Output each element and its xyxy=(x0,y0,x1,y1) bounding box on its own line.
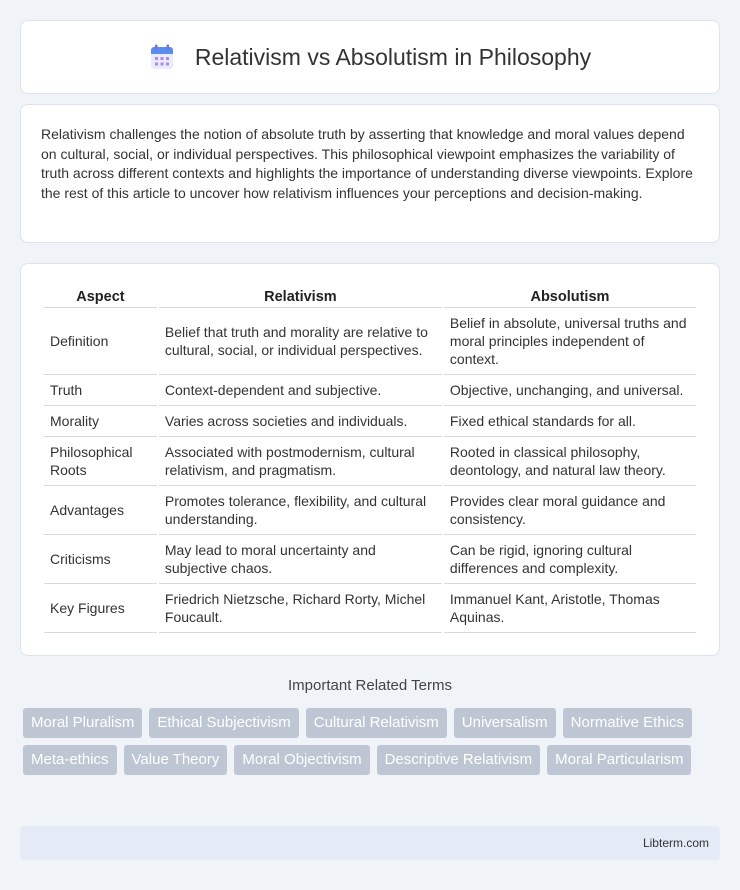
column-header-absolutism: Absolutism xyxy=(444,284,696,308)
tag-ethical-subjectivism[interactable]: Ethical Subjectivism xyxy=(149,708,298,738)
table-cell: Fixed ethical standards for all. xyxy=(444,406,696,437)
table-cell: Belief in absolute, universal truths and moral principles independent of context. xyxy=(444,308,696,375)
table-cell: May lead to moral uncertainty and subjective chaos. xyxy=(159,535,442,584)
table-row xyxy=(44,308,696,375)
footer xyxy=(20,826,720,860)
table-cell: Truth xyxy=(44,375,157,406)
related-terms-list xyxy=(23,708,723,782)
calendar-icon xyxy=(149,44,175,70)
comparison-card xyxy=(20,263,720,656)
intro-paragraph: Relativism challenges the notion of absolute truth by asserting that knowledge and moral values depend on cultural, social, or individual perspectives. This philosophical viewpoint emphasizes the variability of truth across different contexts and highlights the importance of understanding diverse viewpoints. Explore the rest of this article to uncover how relativism influences your perceptions and decision-making. xyxy=(41,126,693,201)
table-cell: Criticisms xyxy=(44,535,157,584)
related-terms-heading: Important Related Terms xyxy=(288,677,452,694)
table-header-row xyxy=(44,284,696,308)
table-cell: Definition xyxy=(44,308,157,375)
tag-normative-ethics[interactable]: Normative Ethics xyxy=(563,708,692,738)
intro-card xyxy=(20,104,720,243)
table-row xyxy=(44,584,696,633)
table-cell: Philosophical Roots xyxy=(44,437,157,486)
tag-moral-pluralism[interactable]: Moral Pluralism xyxy=(23,708,142,738)
table-row xyxy=(44,437,696,486)
table-row xyxy=(44,486,696,535)
tag-moral-particularism[interactable]: Moral Particularism xyxy=(547,745,691,775)
tag-descriptive-relativism[interactable]: Descriptive Relativism xyxy=(377,745,541,775)
table-cell: Belief that truth and morality are relative to cultural, social, or individual perspectives. xyxy=(159,308,442,375)
table-row xyxy=(44,535,696,584)
table-cell: Immanuel Kant, Aristotle, Thomas Aquinas. xyxy=(444,584,696,633)
table-cell: Context-dependent and subjective. xyxy=(159,375,442,406)
table-cell: Promotes tolerance, flexibility, and cultural understanding. xyxy=(159,486,442,535)
table-cell: Friedrich Nietzsche, Richard Rorty, Michel Foucault. xyxy=(159,584,442,633)
table-cell: Can be rigid, ignoring cultural differences and complexity. xyxy=(444,535,696,584)
table-cell: Rooted in classical philosophy, deontology, and natural law theory. xyxy=(444,437,696,486)
title-card xyxy=(20,20,720,94)
tag-value-theory[interactable]: Value Theory xyxy=(124,745,228,775)
tag-universalism[interactable]: Universalism xyxy=(454,708,556,738)
column-header-aspect: Aspect xyxy=(44,284,157,308)
footer-site-link[interactable]: Libterm.com xyxy=(642,836,709,850)
page-title: Relativism vs Absolutism in Philosophy xyxy=(194,43,592,70)
table-row xyxy=(44,375,696,406)
table-cell: Associated with postmodernism, cultural relativism, and pragmatism. xyxy=(159,437,442,486)
table-cell: Morality xyxy=(44,406,157,437)
tag-cultural-relativism[interactable]: Cultural Relativism xyxy=(306,708,447,738)
table-cell: Advantages xyxy=(44,486,157,535)
table-cell: Objective, unchanging, and universal. xyxy=(444,375,696,406)
table-cell: Key Figures xyxy=(44,584,157,633)
table-cell: Provides clear moral guidance and consistency. xyxy=(444,486,696,535)
column-header-relativism: Relativism xyxy=(159,284,442,308)
tag-meta-ethics[interactable]: Meta-ethics xyxy=(23,745,117,775)
table-cell: Varies across societies and individuals. xyxy=(159,406,442,437)
comparison-table xyxy=(42,284,698,633)
table-row xyxy=(44,406,696,437)
tag-moral-objectivism[interactable]: Moral Objectivism xyxy=(234,745,369,775)
